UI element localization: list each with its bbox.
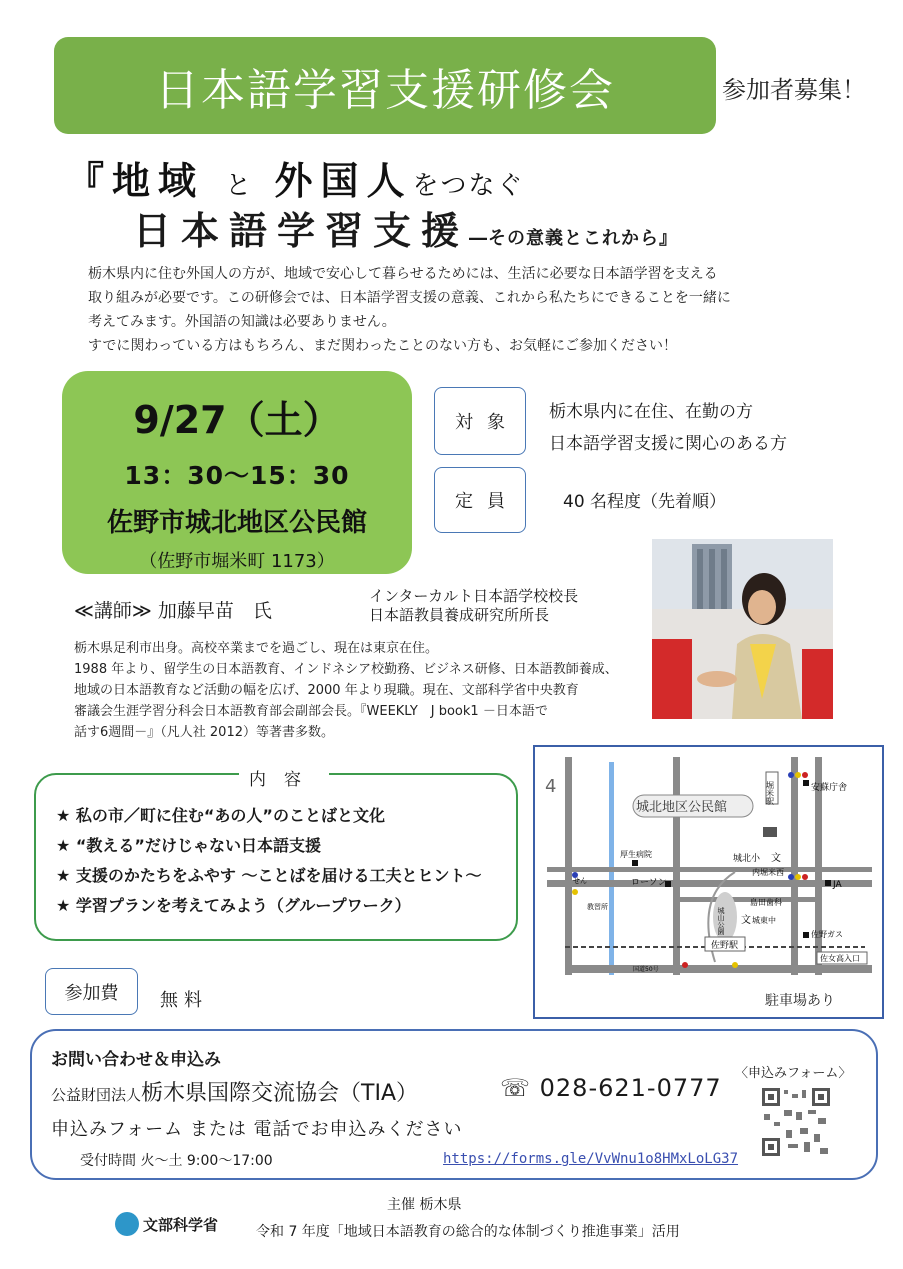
grant-text: 令和 7 年度「地域日本語教育の総合的な体制づくり推進事業」活用 [256,1224,680,1240]
bio-line: 栃木県足利市出身。高校卒業までを過ごし、現在は東京在住。 [74,641,439,656]
bio-line: 話す6週間－』（凡人社 2012）等著書多数。 [74,725,334,740]
subtitle-word: 外国人 [274,159,413,203]
fee-label: 参加費 [45,968,138,1015]
contents-list [56,801,482,921]
intro-line: 栃木県内に住む外国人の方が、地域で安心して暮らせるためには、生活に必要な日本語学習を支える [88,266,718,282]
map-label: 佐野駅 [711,941,739,951]
subtitle-particle: をつなぐ [412,171,525,201]
capacity-label: 定員 [434,467,526,533]
map-label: 佐女高入口 [820,954,860,963]
intro-text [88,262,848,358]
target-text [549,396,787,460]
subtitle-particle: と [225,171,254,201]
intro-line: 取り組みが必要です。この研修会では、日本語学習支援の意義、これから私たちにできることを一緒に [88,290,731,306]
map-label: 安蘇庁舎 [811,783,848,793]
subtitle-word: 地域 [112,159,205,203]
subtitle-word: 日本語学習支援 [133,209,470,253]
map-label: ローソン [631,878,667,888]
form-link[interactable]: https://forms.gle/VvWnu1o8HMxLoLG37 [443,1151,739,1167]
access-map [533,745,884,1019]
map-label: 城山公園 [717,907,725,935]
event-address: （佐野市堀米町 1173） [139,551,335,572]
target-line: 日本語学習支援に関心のある方 [549,434,787,454]
lecturer-bio [74,638,654,743]
intro-line: 考えてみます。外国語の知識は必要ありません。 [88,314,396,330]
host-label: 主催 栃木県 [387,1197,462,1213]
map-label: 文 [771,853,781,864]
map-parking: 駐車場あり [765,993,835,1009]
contact-heading: お問い合わせ＆申込み [51,1050,221,1070]
event-info-box [62,371,412,574]
lecturer-titles [369,587,578,625]
subtitle-line2 [133,200,678,255]
qr-code-icon[interactable] [760,1086,832,1158]
recruit-label: 参加者募集！ [722,76,866,104]
lecturer-title: 日本語教員養成研究所所長 [369,606,550,624]
bio-line: 地域の日本語教育など活動の幅を広げ、2000 年より現職。現在、文部科学省中央教育 [74,683,579,698]
list-item: ★ 学習プランを考えてみよう（グループワーク） [56,896,411,915]
bio-line: 1988 年より、留学生の日本語教育、インドネシア校勤務、ビジネス研修、日本語教師養成、 [74,662,618,677]
contact-org [51,1076,418,1107]
contact-hours: 受付時間 火～土 9:00～17:00 [80,1153,273,1169]
target-line: 栃木県内に在住、在勤の方 [549,402,753,422]
lecturer-title: インターカルト日本語学校校長 [369,587,579,605]
list-item: ★ 私の市／町に住む“あの人”のことばと文化 [56,806,385,825]
event-venue: 佐野市城北地区公民館 [106,508,367,538]
map-label: 国道50号 [633,966,659,973]
subtitle-tail: ―その意義とこれから』 [469,228,679,249]
org-name: 栃木県国際交流協会（TIA） [141,1081,418,1106]
ministry-logo-icon [115,1212,139,1236]
map-label: 島田歯科 [750,898,782,907]
list-item: ★ 支援のかたちをふやす ～ことばを届ける工夫とヒント～ [56,866,482,885]
map-label: 教習所 [587,903,608,911]
map-label: 堀米駅 [765,781,775,805]
contents-heading: 内容 [239,765,329,790]
map-label: 4 [545,776,557,797]
lecturer-heading: ≪講師≫ 加藤早苗 氏 [74,600,272,622]
ministry-logo [115,1212,218,1236]
map-label: 文 [741,915,751,926]
bracket-open: 『 [66,159,113,203]
lecturer-photo [652,539,833,719]
org-prefix: 公益財団法人 [51,1086,142,1104]
capacity-value: 40 名程度（先着順） [563,492,727,512]
event-date: 9/27（土） [133,398,341,442]
intro-line: すでに関わっている方はもちろん、まだ関わったことのない方も、お気軽にご参加ください！ [88,338,677,354]
form-label: 〈申込みフォーム〉 [735,1066,852,1081]
map-label: 佐野ガス [811,930,843,939]
map-label: 厚生病院 [620,850,652,859]
event-time: 13：30〜15：30 [124,461,350,490]
contact-phone[interactable] [500,1074,722,1102]
map-label: せん [573,877,587,885]
list-item: ★ “教える”だけじゃない日本語支援 [56,836,321,855]
subtitle-line1 [66,150,525,205]
phone-number: 028-621-0777 [539,1074,722,1102]
page-title: 日本語学習支援研修会 [54,37,716,134]
map-label: 城北小 [733,854,761,864]
ministry-name: 文部科学省 [143,1215,219,1234]
map-label: JA [833,880,842,890]
target-label: 対象 [434,387,526,455]
map-label: 城東中 [752,916,776,925]
map-venue-label: 城北地区公民館 [636,800,728,815]
bio-line: 審議会生涯学習分科会日本語教育部会副部会長。『WEEKLY J book1 －日本語で [74,704,548,719]
contact-note: 申込みフォーム または 電話でお申込みください [51,1119,463,1140]
fee-value: 無料 [160,990,208,1011]
map-label: 内堀米西 [752,868,784,877]
phone-icon: ☏ [500,1074,540,1102]
